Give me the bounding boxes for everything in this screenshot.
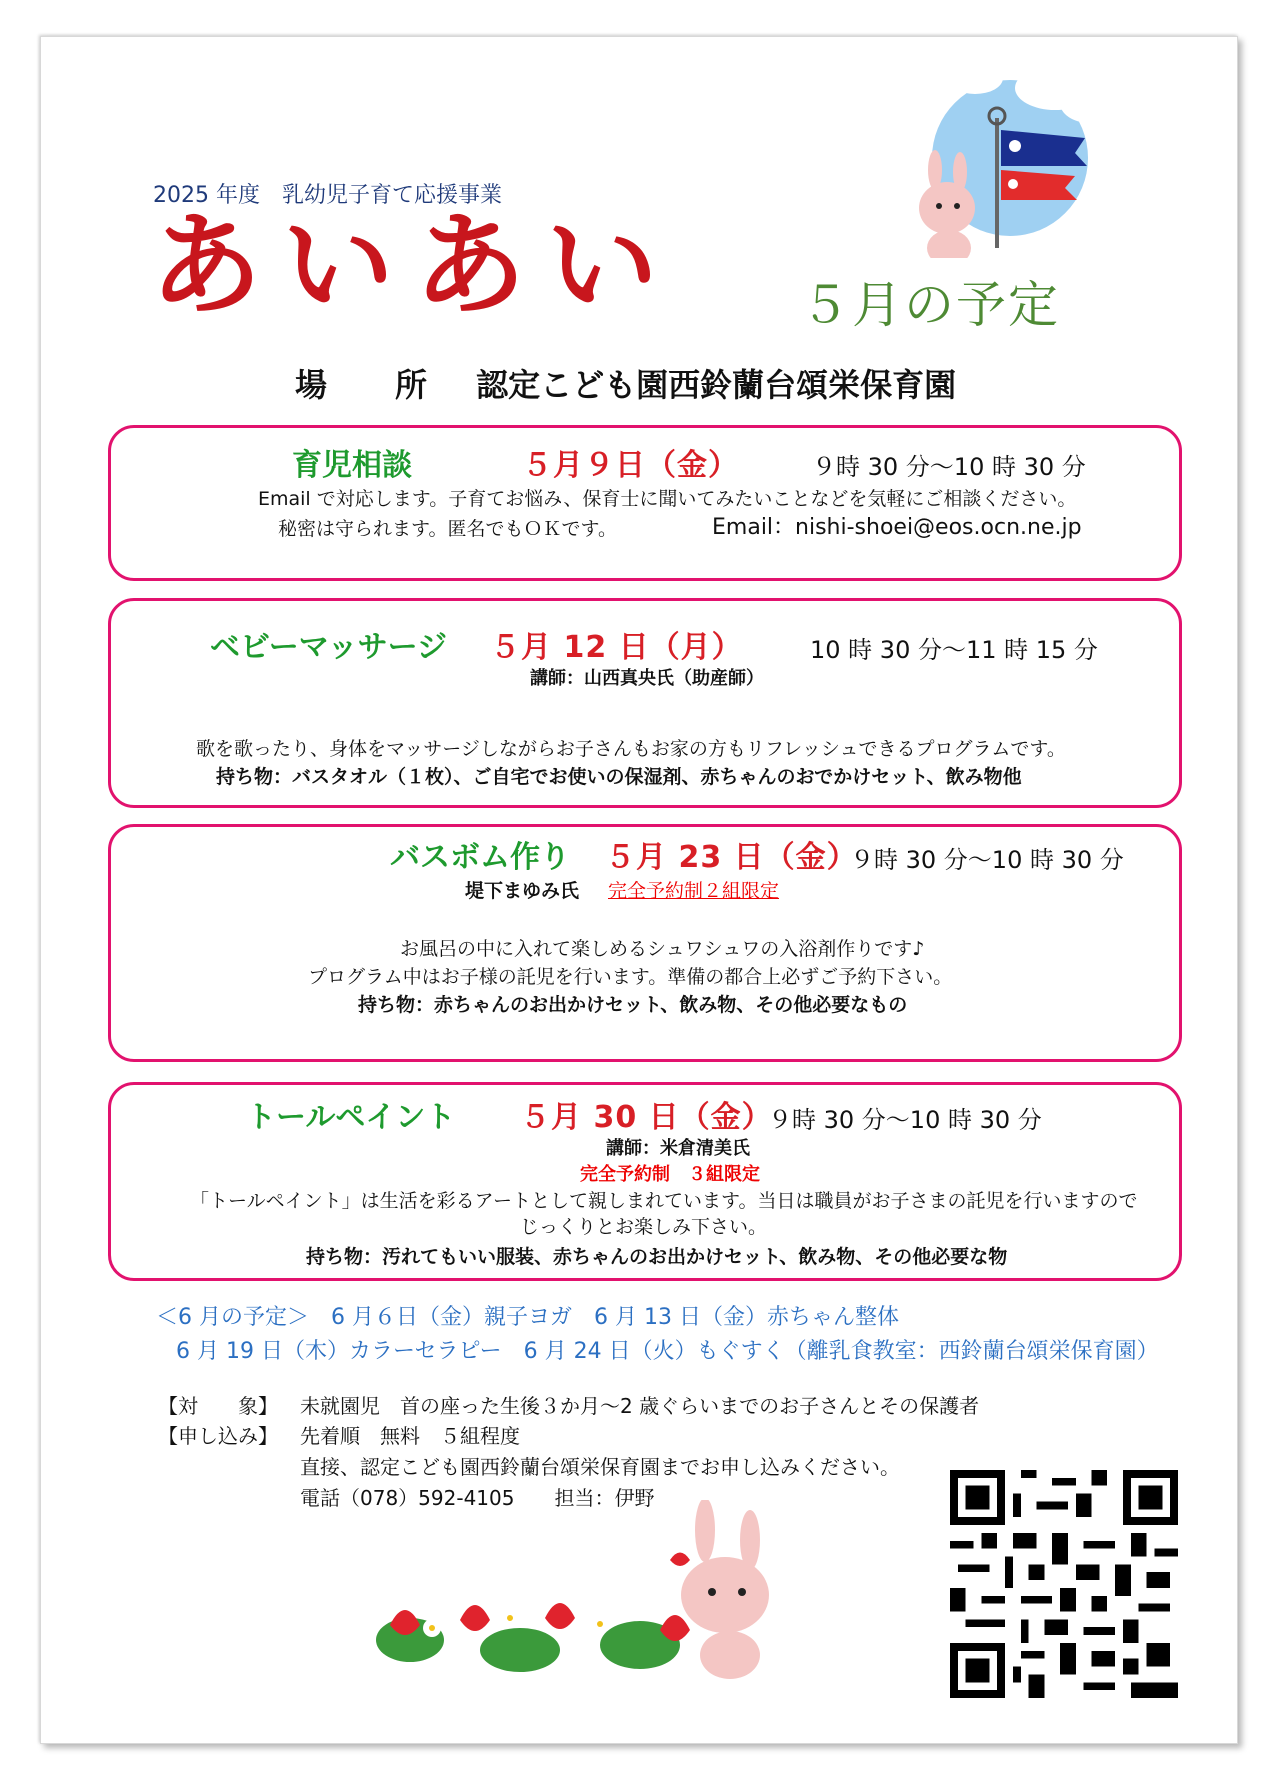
event-date: ５月９日（金）: [522, 448, 739, 483]
target-value: 未就園児 首の座った生後３か月～2 歳ぐらいまでのお子さんとその保護者: [300, 1394, 980, 1418]
event-items: 持ち物：バスタオル（１枚）、ご自宅でお使いの保湿剤、赤ちゃんのおでかけセット、飲み物他: [216, 766, 1022, 788]
event-time: ９時 30 分～10 時 30 分: [850, 846, 1124, 874]
event-date: ５月 23 日（金）: [605, 840, 858, 875]
event-name: 育児相談: [292, 448, 412, 483]
contact-phone: 電話（078）592-4105 担当：伊野: [300, 1486, 655, 1510]
event-limit: 完全予約制２組限定: [608, 880, 780, 902]
event-instructor: 堤下まゆみ氏: [465, 880, 580, 902]
event-name: ベビーマッサージ: [210, 630, 447, 665]
location-value: 認定こども園西鈴蘭台頌栄保育園: [476, 366, 957, 404]
apply-value: 先着順 無料 ５組程度: [300, 1424, 520, 1448]
event-instructor: 講師：米倉清美氏: [606, 1138, 750, 1159]
event-desc: 歌を歌ったり、身体をマッサージしながらお子さんもお家の方もリフレッシュできるプログラムです。: [196, 738, 1066, 760]
event-items: 持ち物：汚れてもいい服装、赤ちゃんのお出かけセット、飲み物、その他必要な物: [306, 1246, 1008, 1268]
event-desc: プログラム中はお子様の託児を行います。準備の都合上必ずご予約下さい。: [308, 966, 953, 988]
carp-streamer-rabbit-illustration: [905, 58, 1125, 258]
event-desc: じっくりとお楽しみ下さい。: [520, 1216, 768, 1238]
event-name: バスボム作り: [390, 840, 570, 875]
june-schedule-line: ＜6 月の予定＞ 6 月６日（金）親子ヨガ 6 月 13 日（金）赤ちゃん整体: [156, 1305, 899, 1330]
target-label: 【対 象】: [158, 1394, 278, 1418]
contact-email: Email：nishi-shoei@eos.ocn.ne.jp: [712, 515, 1082, 540]
event-desc: お風呂の中に入れて楽しめるシュワシュワの入浴剤作りです♪: [400, 938, 925, 960]
event-desc: 秘密は守られます。匿名でもＯＫです。: [278, 518, 617, 540]
page-title: あいあい: [150, 201, 678, 331]
location: [295, 360, 956, 406]
program-subtitle: 2025 年度 乳幼児子育て応援事業: [153, 183, 502, 208]
apply-label: 【申し込み】: [158, 1424, 278, 1448]
event-limit: 完全予約制 ３組限定: [580, 1164, 760, 1185]
event-instructor: 講師：山西真央氏（助産師）: [530, 668, 764, 689]
event-items: 持ち物：赤ちゃんのお出かけセット、飲み物、その他必要なもの: [358, 994, 908, 1016]
event-time: ９時 30 分～10 時 30 分: [768, 1106, 1042, 1134]
strawberry-rabbit-illustration: [370, 1500, 790, 1680]
location-label: 場 所: [295, 366, 446, 404]
qr-code-icon: [950, 1470, 1178, 1698]
event-date: ５月 30 日（金）: [520, 1100, 773, 1135]
event-desc: 「トールペイント」は生活を彩るアートとして親しまれています。当日は職員がお子さまの託児を行いますので: [190, 1190, 1138, 1212]
event-time: 10 時 30 分～11 時 15 分: [810, 636, 1098, 664]
event-name: トールペイント: [246, 1100, 456, 1135]
event-date: ５月 12 日（月）: [490, 630, 743, 665]
event-desc: Email で対応します。子育てお悩み、保育士に聞いてみたいことなどを気軽にご相談ください。: [258, 488, 1077, 510]
event-time: ９時 30 分～10 時 30 分: [812, 453, 1086, 481]
month-heading: ５月の予定: [800, 276, 1060, 334]
apply-instructions: 直接、認定こども園西鈴蘭台頌栄保育園までお申し込みください。: [300, 1455, 900, 1479]
june-schedule-line: 6 月 19 日（木）カラーセラピー 6 月 24 日（火）もぐすく（離乳食教室：西鈴蘭台頌栄保育園）: [176, 1339, 1159, 1364]
